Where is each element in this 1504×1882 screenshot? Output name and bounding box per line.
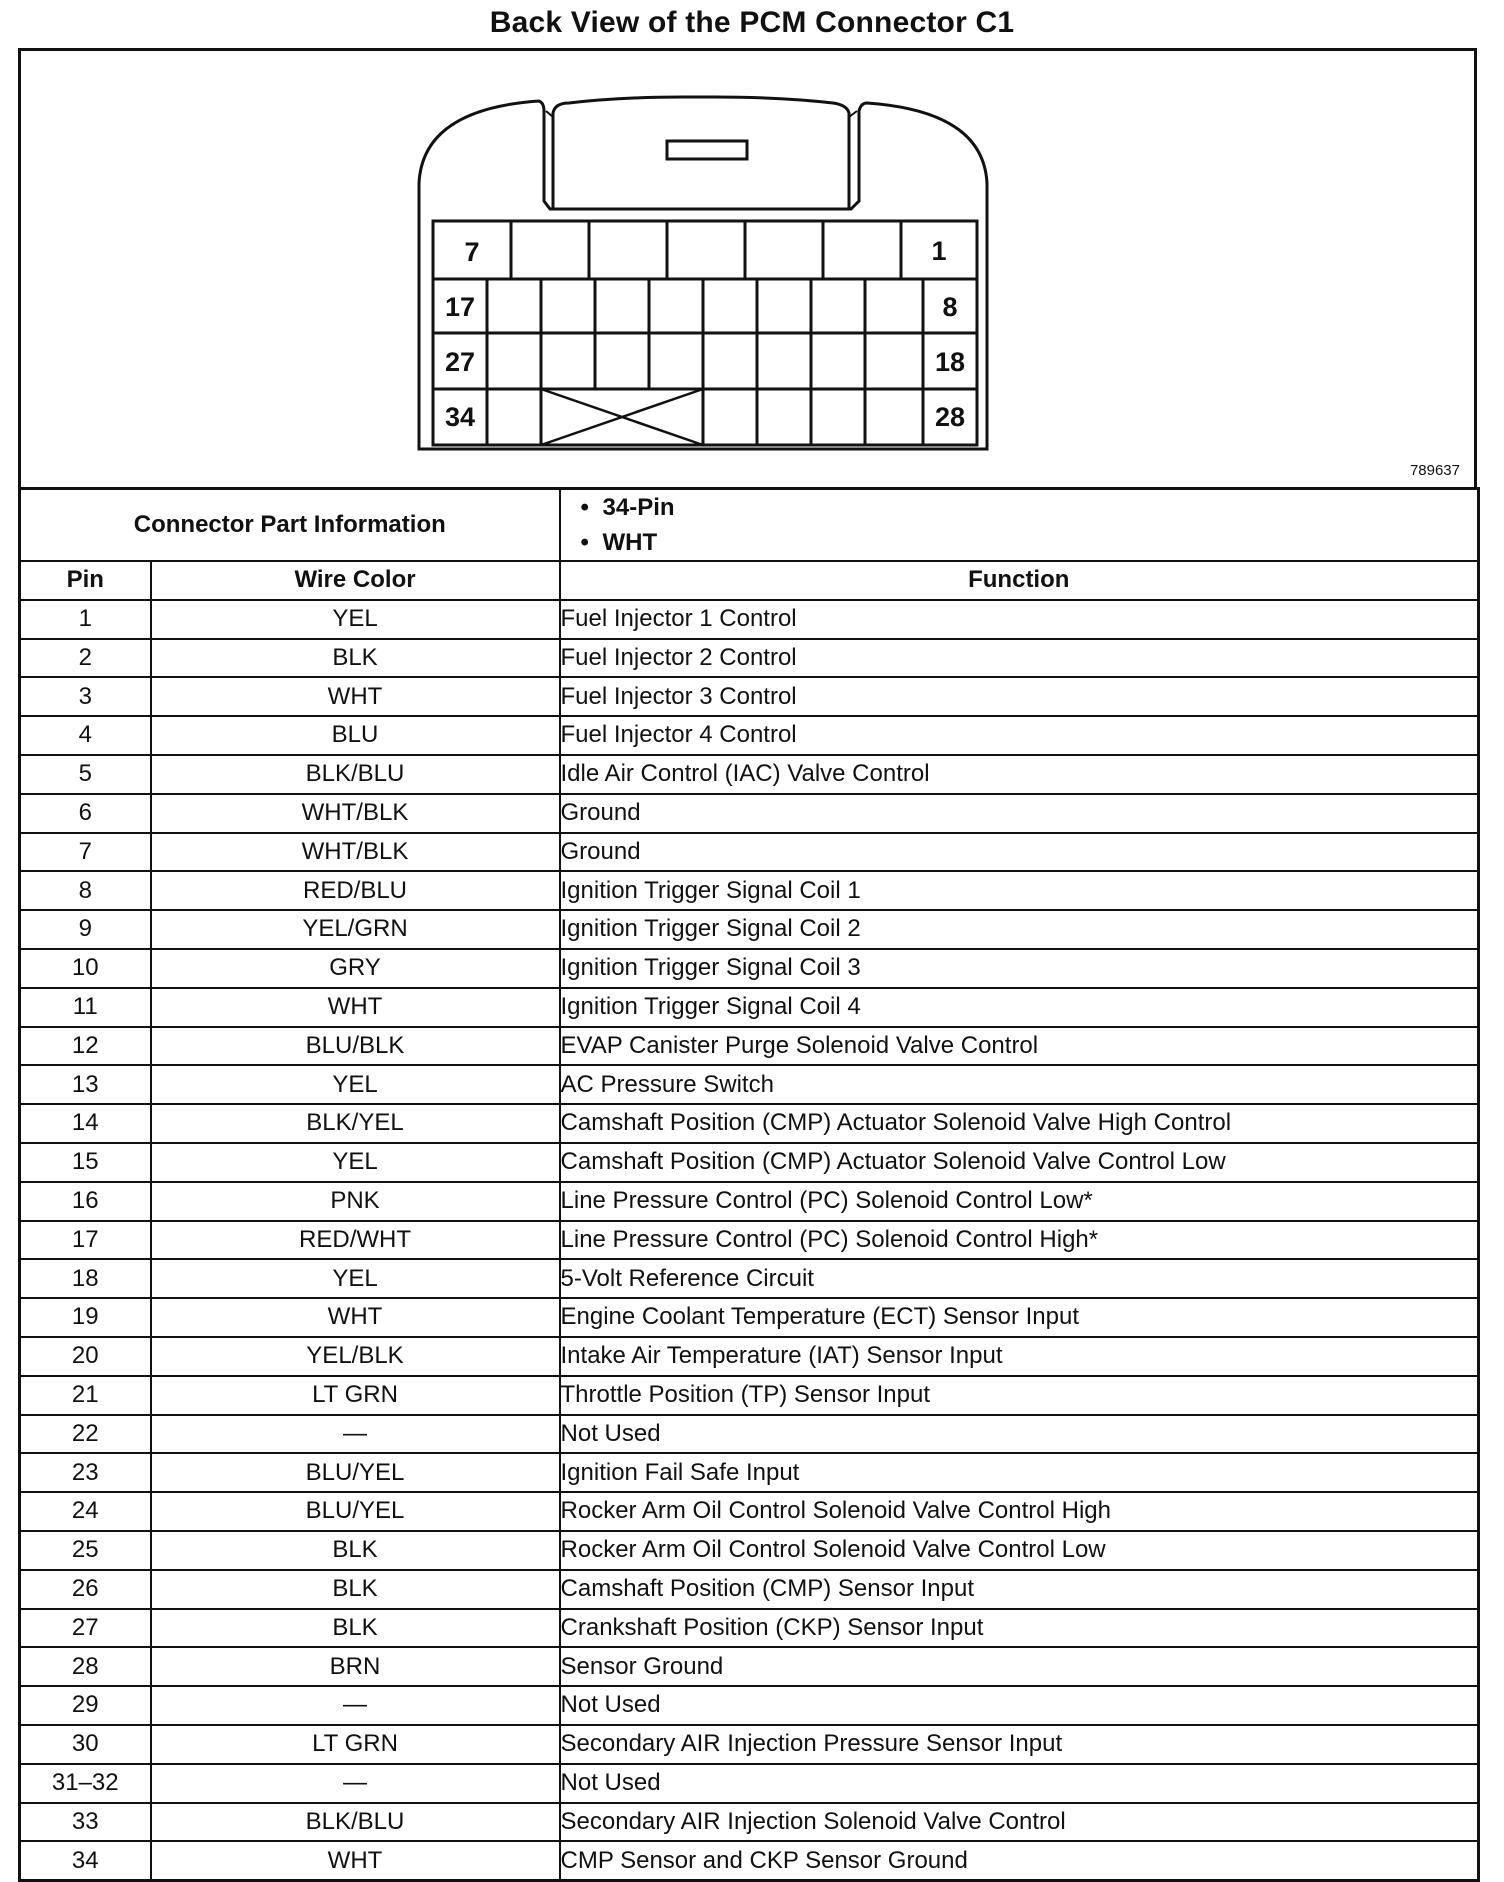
table-row [20, 1143, 1479, 1182]
wire-color-cell: RED/BLU [151, 871, 560, 910]
pin-cell: 7 [20, 833, 151, 872]
function-cell: Ignition Trigger Signal Coil 2 [560, 910, 1479, 949]
part-info-row [20, 489, 1479, 562]
pin-cell: 19 [20, 1298, 151, 1337]
wire-color-cell: LT GRN [151, 1725, 560, 1764]
wire-color-header: Wire Color [151, 561, 560, 600]
part-info-list [561, 490, 1478, 560]
wire-color-cell: WHT [151, 1298, 560, 1337]
table-row [20, 1104, 1479, 1143]
wire-color-cell: YEL [151, 1065, 560, 1104]
function-cell: CMP Sensor and CKP Sensor Ground [560, 1841, 1479, 1880]
function-cell: Not Used [560, 1686, 1479, 1725]
function-cell: Ground [560, 794, 1479, 833]
table-row [20, 1376, 1479, 1415]
pin-label-7: 7 [464, 237, 480, 267]
pin-cell: 17 [20, 1221, 151, 1260]
connector-housing-outline [419, 100, 551, 447]
table-row [20, 1647, 1479, 1686]
function-cell: Ignition Fail Safe Input [560, 1453, 1479, 1492]
pin-header: Pin [20, 561, 151, 600]
function-cell: EVAP Canister Purge Solenoid Valve Control [560, 1027, 1479, 1066]
wire-color-cell: YEL [151, 1143, 560, 1182]
pin-cell: 13 [20, 1065, 151, 1104]
part-info-item: • 34-Pin [603, 490, 1478, 525]
function-cell: Fuel Injector 2 Control [560, 639, 1479, 678]
table-row [20, 755, 1479, 794]
wire-color-cell: YEL [151, 600, 560, 639]
wire-color-cell: WHT [151, 677, 560, 716]
part-info-values [560, 489, 1479, 562]
pin-cell: 26 [20, 1570, 151, 1609]
pin-cell: 5 [20, 755, 151, 794]
table-row [20, 794, 1479, 833]
pin-cell: 23 [20, 1453, 151, 1492]
pin-cell: 8 [20, 871, 151, 910]
pin-cell: 15 [20, 1143, 151, 1182]
pin-cell: 24 [20, 1492, 151, 1531]
pin-cell: 25 [20, 1531, 151, 1570]
pin-cell: 2 [20, 639, 151, 678]
table-row [20, 871, 1479, 910]
function-cell: Rocker Arm Oil Control Solenoid Valve Control Low [560, 1531, 1479, 1570]
function-cell: Engine Coolant Temperature (ECT) Sensor Input [560, 1298, 1479, 1337]
wire-color-cell: LT GRN [151, 1376, 560, 1415]
pin-label-28: 28 [934, 402, 966, 432]
function-cell: Ignition Trigger Signal Coil 4 [560, 988, 1479, 1027]
table-row [20, 1803, 1479, 1842]
pin-cell: 22 [20, 1415, 151, 1454]
table-row [20, 1570, 1479, 1609]
table-row [20, 1027, 1479, 1066]
pin-cell: 4 [20, 716, 151, 755]
wire-color-cell: BLU/YEL [151, 1453, 560, 1492]
pin-cell: 31–32 [20, 1764, 151, 1803]
table-row [20, 1492, 1479, 1531]
pin-rows-2-4 [487, 279, 923, 445]
pin-cell: 3 [20, 677, 151, 716]
function-cell: AC Pressure Switch [560, 1065, 1479, 1104]
table-row [20, 833, 1479, 872]
table-row [20, 1686, 1479, 1725]
pin-cell: 30 [20, 1725, 151, 1764]
connector-latch [553, 97, 849, 209]
pin-table [18, 487, 1480, 1882]
wire-color-cell: YEL [151, 1259, 560, 1298]
wire-color-cell: BLK/BLU [151, 755, 560, 794]
pin-label-18: 18 [934, 347, 966, 377]
function-cell: Fuel Injector 3 Control [560, 677, 1479, 716]
wire-color-cell: BLK/YEL [151, 1104, 560, 1143]
page-title: Back View of the PCM Connector C1 [489, 6, 1015, 39]
function-cell: Secondary AIR Injection Pressure Sensor Input [560, 1725, 1479, 1764]
pin-cell: 16 [20, 1182, 151, 1221]
table-row [20, 1531, 1479, 1570]
table-row [20, 639, 1479, 678]
wire-color-cell: BLU [151, 716, 560, 755]
connector-diagram [21, 51, 1474, 487]
function-cell: Fuel Injector 4 Control [560, 716, 1479, 755]
wire-color-cell: YEL/BLK [151, 1337, 560, 1376]
pin-cell: 14 [20, 1104, 151, 1143]
function-cell: Crankshaft Position (CKP) Sensor Input [560, 1609, 1479, 1648]
pin-label-17: 17 [444, 292, 476, 322]
latch-slot [667, 141, 747, 159]
wire-color-cell: BLK [151, 1609, 560, 1648]
pin-cell: 1 [20, 600, 151, 639]
wire-color-cell: — [151, 1686, 560, 1725]
wire-color-cell: RED/WHT [151, 1221, 560, 1260]
function-cell: Camshaft Position (CMP) Actuator Solenoid Valve Control Low [560, 1143, 1479, 1182]
table-row [20, 677, 1479, 716]
table-row [20, 1221, 1479, 1260]
pin-label-8: 8 [942, 292, 958, 322]
part-info-item: • WHT [603, 525, 1478, 560]
function-cell: Camshaft Position (CMP) Sensor Input [560, 1570, 1479, 1609]
table-row [20, 1415, 1479, 1454]
pin-label-1: 1 [931, 236, 947, 266]
table-row [20, 1453, 1479, 1492]
pin-cell: 29 [20, 1686, 151, 1725]
pin-cell: 28 [20, 1647, 151, 1686]
pin-label-27: 27 [444, 347, 476, 377]
table-row [20, 716, 1479, 755]
table-row [20, 949, 1479, 988]
function-cell: Fuel Injector 1 Control [560, 600, 1479, 639]
table-row [20, 600, 1479, 639]
wire-color-cell: — [151, 1415, 560, 1454]
function-cell: Idle Air Control (IAC) Valve Control [560, 755, 1479, 794]
pin-cell: 34 [20, 1841, 151, 1880]
pin-cell: 33 [20, 1803, 151, 1842]
wire-color-cell: BLK/BLU [151, 1803, 560, 1842]
function-cell: Camshaft Position (CMP) Actuator Solenoid Valve High Control [560, 1104, 1479, 1143]
wire-color-cell: BLK [151, 1531, 560, 1570]
pin-cell: 9 [20, 910, 151, 949]
table-row [20, 1609, 1479, 1648]
pin-row-1 [511, 221, 901, 279]
function-cell: Line Pressure Control (PC) Solenoid Control Low* [560, 1182, 1479, 1221]
blocked-cavity [541, 389, 703, 445]
pin-cell: 21 [20, 1376, 151, 1415]
table-row [20, 1182, 1479, 1221]
pin-cell: 18 [20, 1259, 151, 1298]
table-row [20, 1298, 1479, 1337]
pin-cell: 10 [20, 949, 151, 988]
figure-id: 789637 [1409, 462, 1460, 479]
wire-color-cell: PNK [151, 1182, 560, 1221]
table-row [20, 1841, 1479, 1880]
pin-label-34: 34 [444, 402, 476, 432]
pin-cell: 20 [20, 1337, 151, 1376]
wire-color-cell: WHT [151, 1841, 560, 1880]
function-cell: Ground [560, 833, 1479, 872]
wire-color-cell: WHT/BLK [151, 794, 560, 833]
table-row [20, 910, 1479, 949]
function-cell: Ignition Trigger Signal Coil 3 [560, 949, 1479, 988]
function-header: Function [560, 561, 1479, 600]
function-cell: Rocker Arm Oil Control Solenoid Valve Control High [560, 1492, 1479, 1531]
pin-cell: 11 [20, 988, 151, 1027]
table-row [20, 1259, 1479, 1298]
connector-diagram-panel [18, 48, 1477, 487]
header-row [20, 561, 1479, 600]
table-row [20, 1725, 1479, 1764]
function-cell: Line Pressure Control (PC) Solenoid Control High* [560, 1221, 1479, 1260]
table-row [20, 1065, 1479, 1104]
wire-color-cell: WHT [151, 988, 560, 1027]
function-cell: Sensor Ground [560, 1647, 1479, 1686]
function-cell: Intake Air Temperature (IAT) Sensor Input [560, 1337, 1479, 1376]
table-row [20, 1337, 1479, 1376]
wire-color-cell: BLU/BLK [151, 1027, 560, 1066]
function-cell: Throttle Position (TP) Sensor Input [560, 1376, 1479, 1415]
function-cell: Not Used [560, 1764, 1479, 1803]
wire-color-cell: YEL/GRN [151, 910, 560, 949]
wire-color-cell: BLK [151, 639, 560, 678]
table-row [20, 1764, 1479, 1803]
function-cell: Secondary AIR Injection Solenoid Valve Control [560, 1803, 1479, 1842]
function-cell: 5-Volt Reference Circuit [560, 1259, 1479, 1298]
wire-color-cell: BLU/YEL [151, 1492, 560, 1531]
function-cell: Not Used [560, 1415, 1479, 1454]
wire-color-cell: — [151, 1764, 560, 1803]
pin-cell: 27 [20, 1609, 151, 1648]
wire-color-cell: BLK [151, 1570, 560, 1609]
wire-color-cell: BRN [151, 1647, 560, 1686]
pin-cell: 12 [20, 1027, 151, 1066]
pin-cell: 6 [20, 794, 151, 833]
wire-color-cell: WHT/BLK [151, 833, 560, 872]
part-info-label: Connector Part Information [20, 489, 560, 562]
wire-color-cell: GRY [151, 949, 560, 988]
table-row [20, 988, 1479, 1027]
function-cell: Ignition Trigger Signal Coil 1 [560, 871, 1479, 910]
